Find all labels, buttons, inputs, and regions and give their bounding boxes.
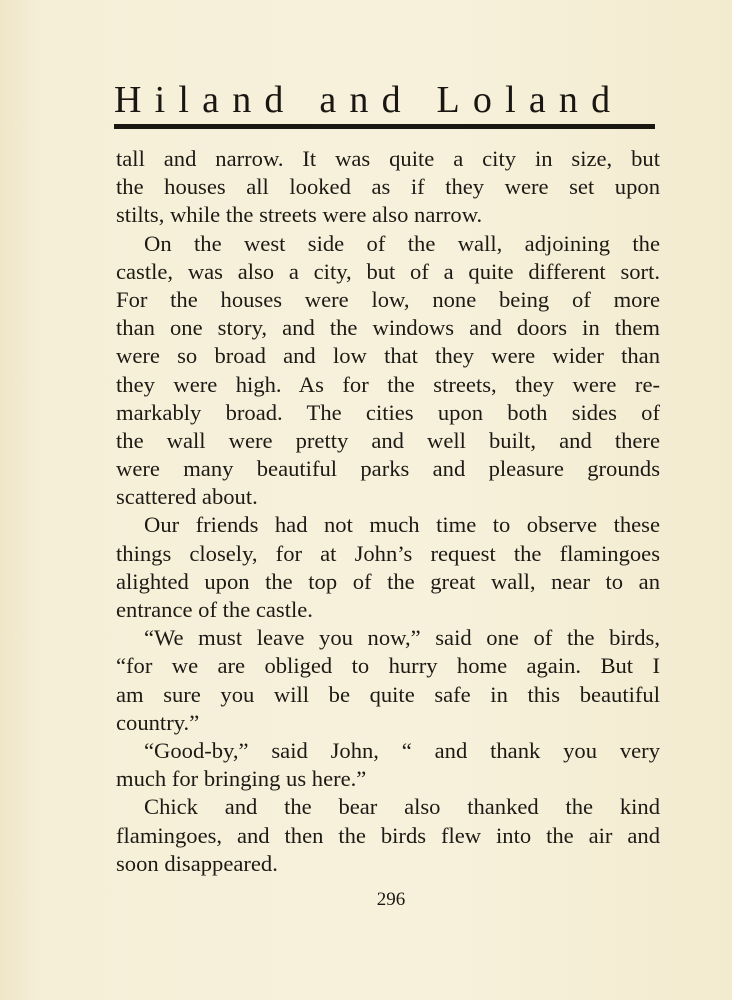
text-line: On the west side of the wall, adjoining the [144,230,660,256]
text-line: were so broad and low that they were wider than [116,343,660,369]
text-line: am sure you will be quite safe in this beautiful [116,681,660,707]
text-line: castle, was also a city, but of a quite different sort. [116,258,660,284]
text-line: the wall were pretty and well built, and there [116,427,660,453]
text-line: alighted upon the top of the great wall, near to an [116,568,660,594]
text-line: stilts, while the streets were also narrow. [116,202,483,228]
body-text [116,145,660,878]
text-line: entrance of the castle. [116,597,313,622]
text-line: things closely, for at John’s request the flamingoes [116,540,660,566]
text-line: the houses all looked as if they were set upon [116,174,660,200]
text-line: “for we are obliged to hurry home again. But I [116,653,660,679]
page-number: 296 [376,889,406,910]
text-line: tall and narrow. It was quite a city in size, but [116,146,660,171]
text-line: For the houses were low, none being of more [116,286,660,312]
text-line: Our friends had not much time to observe these [144,512,660,538]
text-line: Chick and the bear also thanked the kind [144,794,660,820]
header-rule [114,124,655,129]
text-line: they were high. As for the streets, they were re- [116,371,660,397]
text-line: country.” [116,709,200,735]
text-line: “Good-by,” said John, “ and thank you very [144,737,660,763]
text-line: “We must leave you now,” said one of the birds, [144,625,660,651]
text-line: flamingoes, and then the birds flew into the air and [116,822,660,848]
text-line: markably broad. The cities upon both sides of [116,399,660,425]
text-line: much for bringing us here.” [116,766,367,792]
running-head-title: Hiland and Loland [114,79,624,121]
text-line: were many beautiful parks and pleasure grounds [116,456,660,482]
text-line: scattered about. [116,484,258,510]
text-line: than one story, and the windows and doors in them [116,315,660,341]
text-line: soon disappeared. [116,850,278,876]
